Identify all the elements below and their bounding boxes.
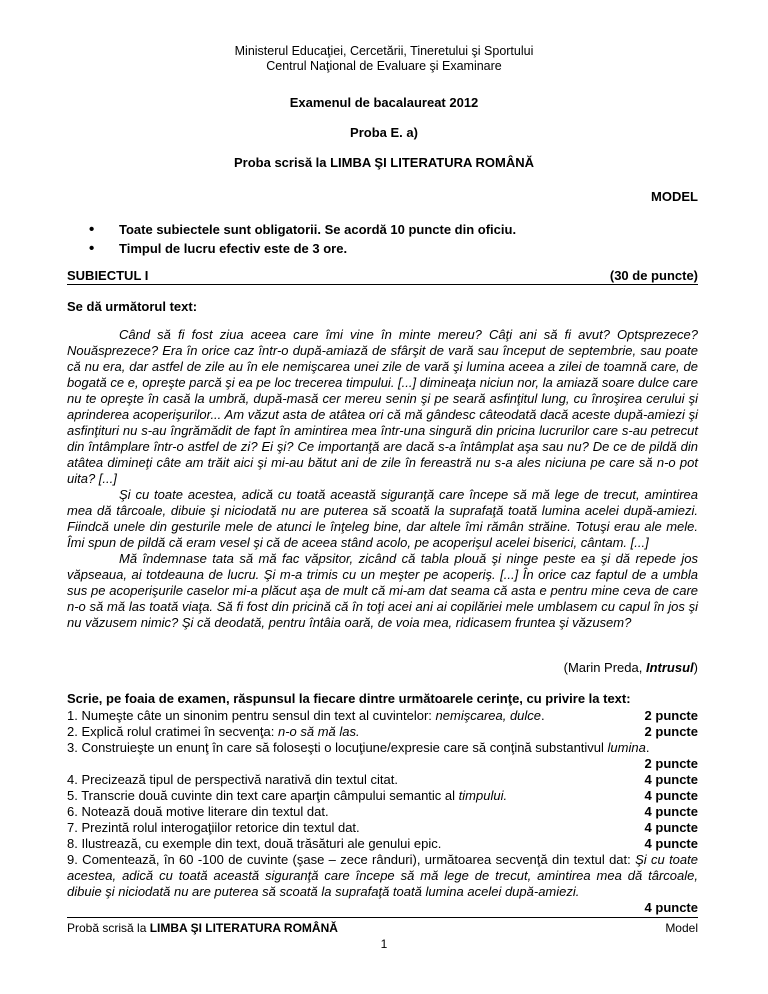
question-2-points: 2 puncte — [644, 724, 698, 739]
question-6-points: 4 puncte — [644, 804, 698, 819]
text-intro: Se dă următorul text: — [67, 299, 198, 314]
text-source — [564, 660, 698, 676]
instruction-item: • Toate subiectele sunt obligatorii. Se acordă 10 puncte din oficiu. — [67, 222, 698, 241]
text-paragraph-3: Mă îndemnase tata să mă fac văpsitor, zicând că tabla plouă şi ninge peste ea şi dă repede jos văpseaua, ai totdeauna de lucru. Şi m-a trimis cu un meşter pe acoperiş. [...] În orice caz faptul de a umbla sus pe acoperişurile caselor mi-a plăcut aşa de mult că mi-am dat seama că asta e pentru mine ceva de care n-o să mă las toată viaţa. Să fi fost din pricină că în toţi acei ani ai copilăriei mele umblasem cu capul în jos şi nu văzusem nimic? Şi că deodată, pentru întâia oară, de voia mea, ridicasem fruntea şi văzusem? — [67, 551, 698, 630]
section-points: (30 de puncte) — [609, 268, 698, 283]
footer-right: Model — [665, 921, 698, 935]
footer-rule — [67, 917, 698, 918]
question-9-points: 4 puncte — [644, 900, 698, 915]
question-3-points: 2 puncte — [644, 756, 698, 771]
ministry-header: Ministerul Educaţiei, Cercetării, Tineretului şi Sportului — [234, 44, 534, 58]
exam-proba: Proba E. a) — [350, 125, 418, 140]
source-author: (Marin Preda, — [563, 660, 646, 675]
question-8: 8. Ilustrează, cu exemple din text, două trăsături ale genului epic. — [67, 836, 442, 851]
question-5-points: 4 puncte — [644, 788, 698, 803]
text-paragraph-2: Şi cu toate acestea, adică cu toată această siguranţă care începe să mă lege de trecut, amintirea mea dă târcoale, dibuie şi niciodată nu are puterea să scoată la suprafaţă toată lumina acelei după-amiezi. Fiindcă unele din gesturile mele de atunci le înţeleg bine, dar altele îmi rămân străine. Totuşi erau ale mele. Îmi spun de pildă că eram vesel şi că de aceea stând acolo, pe acoperişul acelei biserici, cântam. [...] — [67, 487, 698, 550]
question-1-points: 2 puncte — [644, 708, 698, 723]
question-1: 1. Numeşte câte un sinonim pentru sensul din text al cuvintelor: nemişcarea, dulce. — [67, 708, 545, 723]
model-label: MODEL — [651, 189, 698, 204]
exam-subject: Proba scrisă la LIMBA ŞI LITERATURA ROMÂNĂ — [234, 155, 534, 170]
source-end: ) — [693, 660, 698, 675]
question-5: 5. Transcrie două cuvinte din text care aparţin câmpului semantic al timpului. — [67, 788, 508, 803]
question-8-points: 4 puncte — [644, 836, 698, 851]
question-9: 9. Comentează, în 60 -100 de cuvinte (şase – zece rânduri), următoarea secvenţă din textul dat: Şi cu toate acestea, adică cu toată această siguranţă care începe să mă lege de trecut, amintirea mea dă târcoale, dibuie şi niciodată nu are puterea să scoată la suprafaţă toată lumina acelei după-amiezi. — [67, 852, 698, 899]
source-title: Intrusul — [645, 660, 694, 675]
question-7: 7. Prezintă rolul interogaţiilor retorice din textul dat. — [67, 820, 360, 835]
question-2: 2. Explică rolul cratimei în secvenţa: n-o să mă las. — [67, 724, 360, 739]
page-number: 1 — [380, 937, 388, 951]
question-7-points: 4 puncte — [644, 820, 698, 835]
section-underline — [67, 284, 698, 285]
task-intro: Scrie, pe foaia de examen, răspunsul la fiecare dintre următoarele cerinţe, cu privire la text: — [67, 691, 631, 706]
instructions-list — [67, 222, 698, 260]
exam-title: Examenul de bacalaureat 2012 — [289, 95, 479, 110]
question-4-points: 4 puncte — [644, 772, 698, 787]
question-6: 6. Notează două motive literare din textul dat. — [67, 804, 329, 819]
section-label: SUBIECTUL I — [67, 268, 149, 283]
footer-left: Probă scrisă la LIMBA ŞI LITERATURA ROMÂNĂ — [67, 921, 338, 935]
question-4: 4. Precizează tipul de perspectivă narativă din textul citat. — [67, 772, 398, 787]
literary-text — [67, 327, 698, 631]
instruction-item: • Timpul de lucru efectiv este de 3 ore. — [67, 241, 698, 260]
question-3: 3. Construieşte un enunţ în care să foloseşti o locuţiune/expresie care să conţină substantivul lumina. — [67, 740, 650, 755]
center-header: Centrul Naţional de Evaluare şi Examinare — [266, 59, 502, 73]
text-paragraph-1: Când să fi fost ziua aceea care îmi vine în minte mereu? Câţi ani să fi avut? Optsprezece? Nouăsprezece? Era în orice caz într-o după-amiază de sfârşit de vară sau început de septembrie, sau poate că nu era, dar astfel de zile au în ele nemişcarea unei zile de vară şi lumina aceea a zilei de toamnă care, de bogată ce e, opreşte parcă şi ea pe loc trecerea timpului. [...] dimineaţa niciun nor, la amiază soare dulce care nu te opreşte în casă la umbră, după-masă cer mereu senin şi pe seară asfinţitul lung, cu înroşirea cerului şi aprinderea acoperişurilor... Am văzut asta de atâtea ori că mă gândesc câteodată dacă aceste după-amiezi şi asfinţituri nu s-au îngrămădit de fapt în amintirea mea într-una singură din pricina lucrurilor care s-au petrecut din întâmplare într-o astfel de zi? Ei şi? Ce importanţă are dacă s-a întâmplat aşa sau nu? De ce de pildă din atâtea dimineţi câte am trăit aici şi mi-au bătut ani de zile în fereastră nu s-a ales niciuna pe care să n-o pot uita? [...] — [67, 327, 698, 486]
